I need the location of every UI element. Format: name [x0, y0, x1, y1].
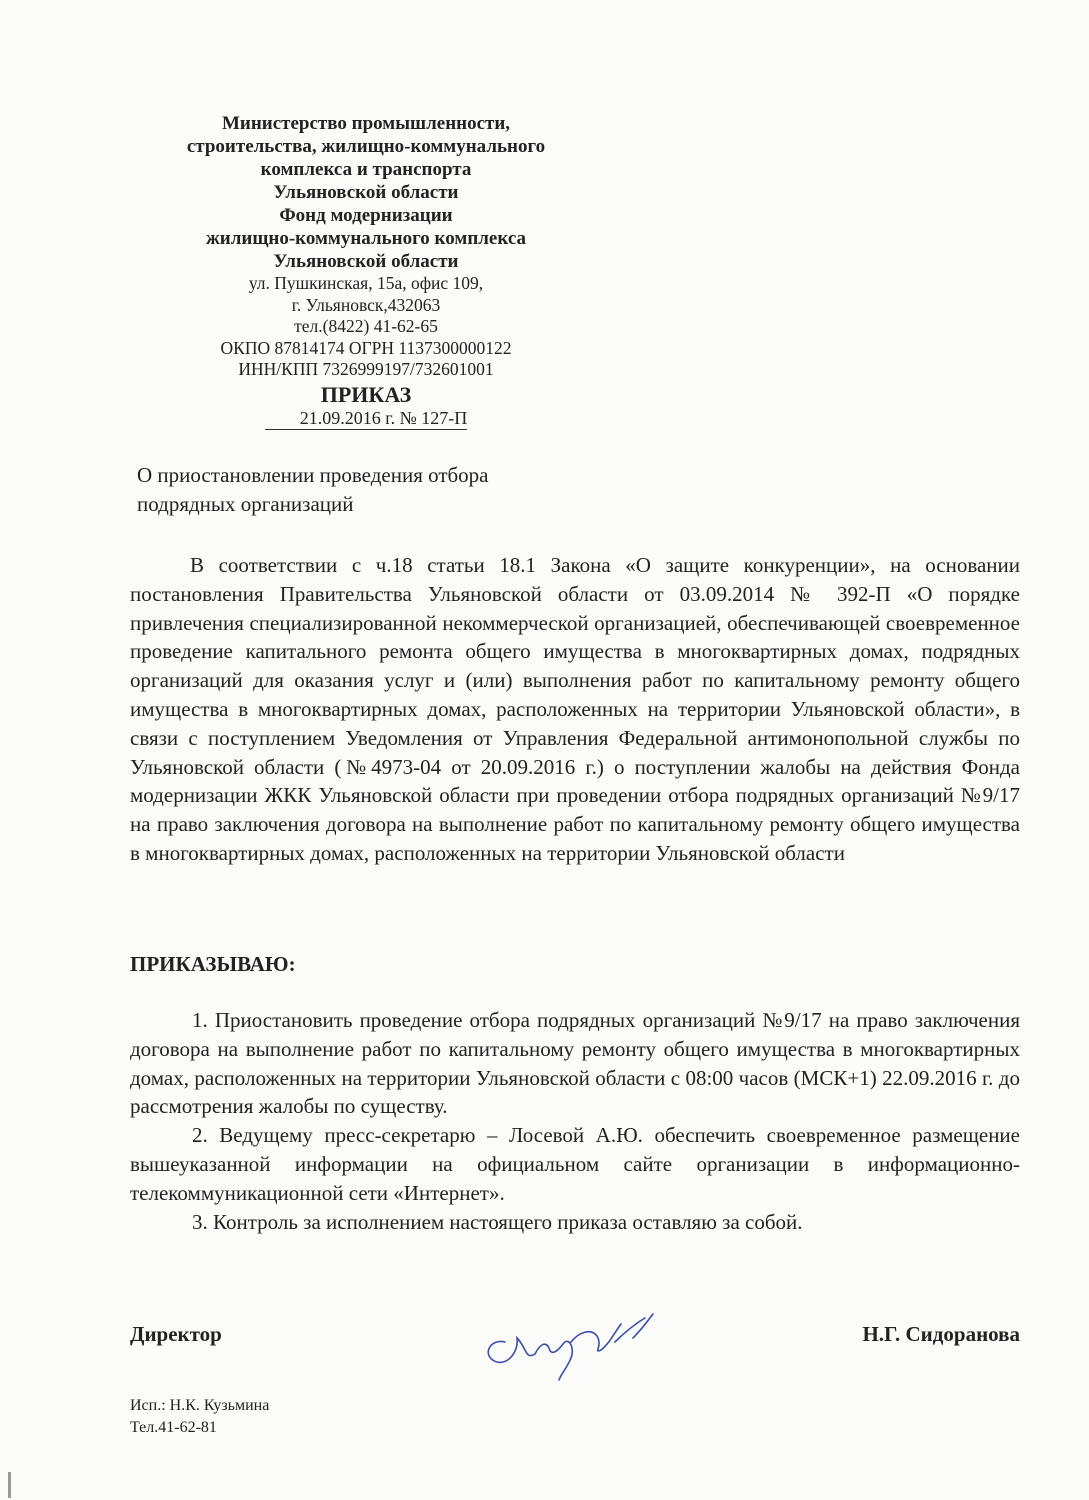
- order-title: ПРИКАЗ: [320, 381, 412, 407]
- order-heading: ПРИКАЗЫВАЮ:: [130, 952, 296, 976]
- org-line: Фонд модернизации: [279, 205, 453, 226]
- order-item-3: 3. Контроль за исполнением настоящего приказа оставляю за собой.: [192, 1209, 803, 1234]
- scan-edge-mark: [8, 1472, 11, 1498]
- org-line: Ульяновской области: [273, 182, 459, 203]
- executor-info: [130, 1395, 269, 1439]
- signer-name: Н.Г. Сидоранова: [862, 1322, 1020, 1346]
- order-number: 21.09.2016 г. № 127-П: [265, 407, 468, 430]
- signature-block: [130, 1322, 1020, 1362]
- executor-phone: Тел.41-62-81: [130, 1419, 217, 1436]
- address-line: ул. Пушкинская, 15а, офис 109,: [248, 273, 484, 293]
- preamble-paragraph: В соответствии с ч.18 статьи 18.1 Закона «О защите конкуренции», на основании постановления Правительства Ульяновской области от 03.09.2014 № 392-П «О порядке привлечения специализированной некоммерческой организацией, обеспечивающей своевременное проведение капитального ремонта общего имущества в многоквартирных домах, подрядных организаций для оказания услуг и (или) выполнения работ по капитальному ремонту общего имущества в многоквартирных домах, расположенных на территории Ульяновской области», в связи с поступлением Уведомления от Управления Федеральной антимонопольной службы по Ульяновской области (№4973-04 от 20.09.2016 г.) о поступлении жалобы на действия Фонда модернизации ЖКК Ульяновской области при проведении отбора подрядных организаций №9/17 на право заключения договора на выполнение работ по капитальному ремонту общего имущества в многоквартирных домах, расположенных на территории Ульяновской области: [130, 553, 1020, 865]
- registry-codes-line: ОКПО 87814174 ОГРН 1137300000122: [220, 337, 512, 358]
- org-line: Ульяновской области: [273, 251, 459, 272]
- executor-name: Исп.: Н.К. Кузьмина: [130, 1397, 270, 1414]
- order-items: [130, 1006, 1020, 1236]
- org-line: комплекса и транспорта: [260, 159, 472, 180]
- tax-codes-line: ИНН/КПП 7326999197/732601001: [238, 359, 494, 379]
- address-line: г. Ульяновск,432063: [291, 294, 441, 315]
- letterhead: [130, 112, 602, 430]
- org-line: Министерство промышленности,: [221, 113, 511, 134]
- subject-line: подрядных организаций: [137, 492, 354, 516]
- org-line: жилищно-коммунального комплекса: [206, 228, 526, 249]
- phone-line: тел.(8422) 41-62-65: [294, 316, 438, 336]
- handwritten-signature: [475, 1302, 665, 1382]
- org-line: строительства, жилищно-коммунального: [186, 136, 546, 157]
- order-item-2: 2. Ведущему пресс-секретарю – Лосевой А.Ю. обеспечить своевременное размещение вышеуказанной информации на официальном сайте организации в информационно-телекоммуникационной сети «Интернет».: [130, 1123, 1020, 1205]
- order-subject: [137, 461, 597, 519]
- subject-line: О приостановлении проведения отбора: [137, 463, 489, 487]
- order-item-1: 1. Приостановить проведение отбора подрядных организаций №9/17 на право заключения договора на выполнение работ по капитальному ремонту общего имущества в многоквартирных домах, расположенных на территории Ульяновской области с 08:00 часов (МСК+1) 22.09.2016 г. до рассмотрения жалобы по существу.: [130, 1008, 1020, 1119]
- preamble: [130, 551, 1020, 868]
- signer-title: Директор: [130, 1322, 222, 1346]
